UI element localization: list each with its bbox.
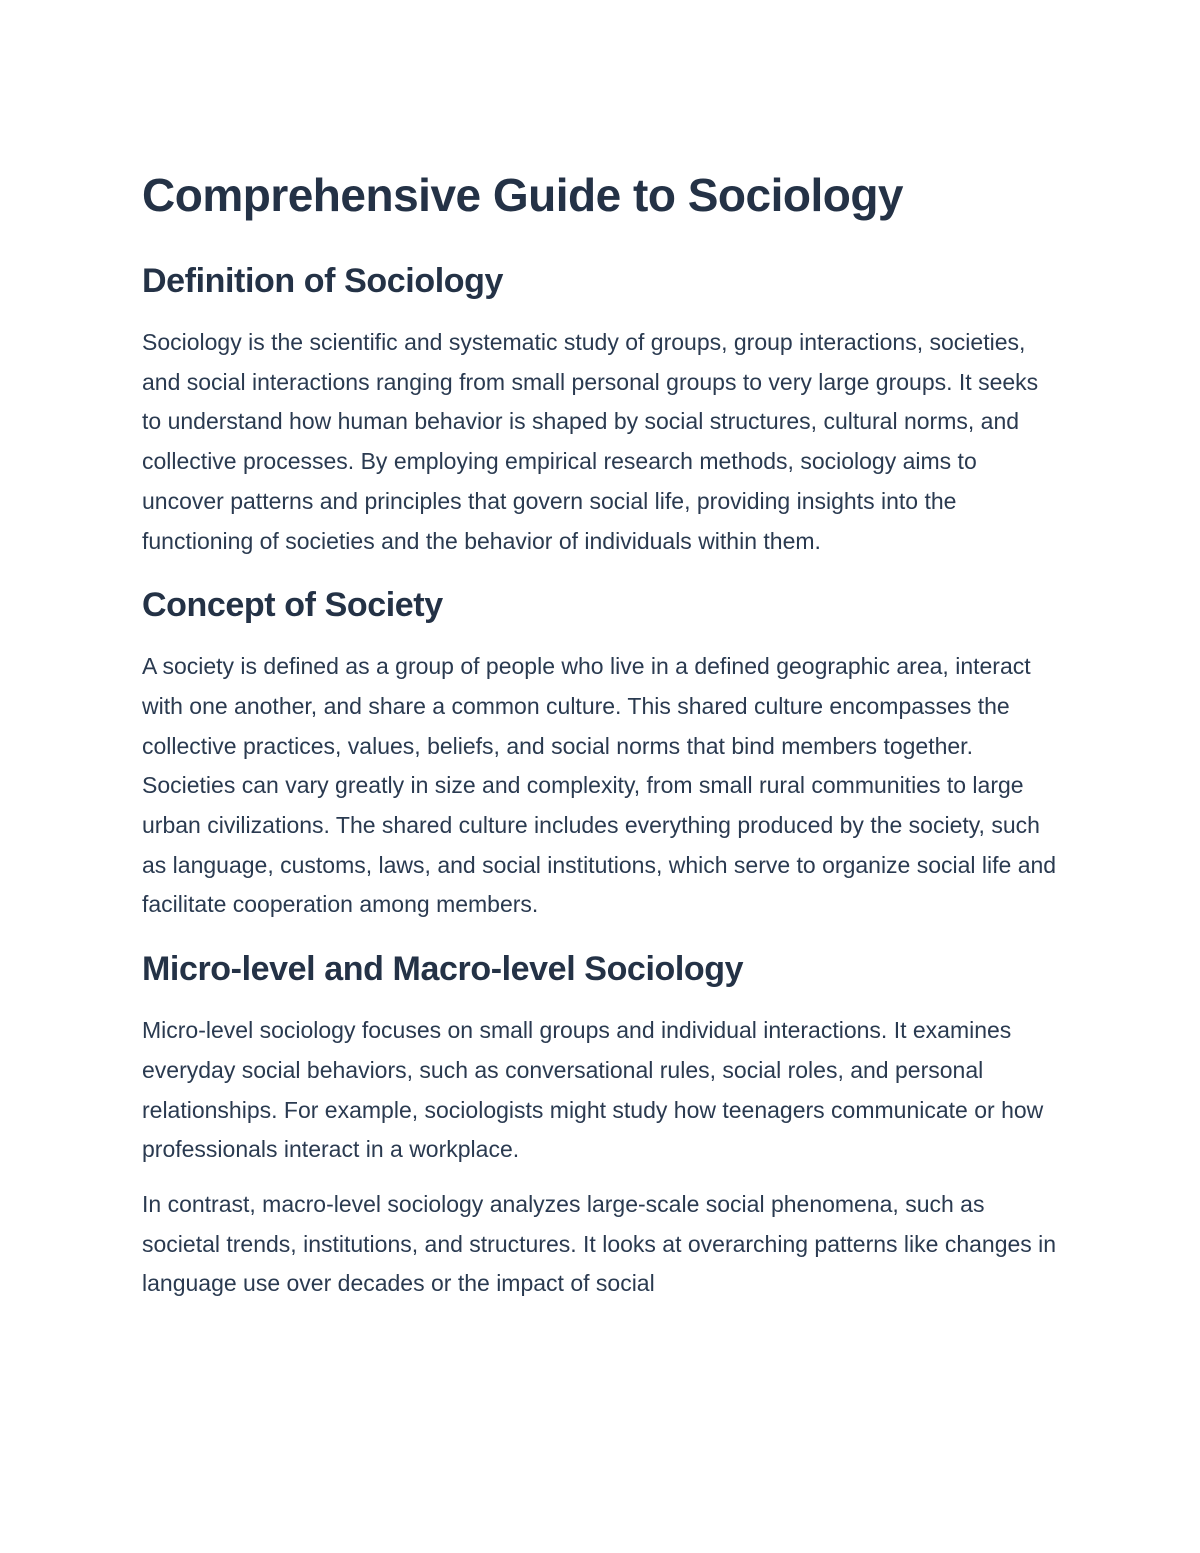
section-paragraph-micro: Micro-level sociology focuses on small groups and individual interactions. It examines everyday social behaviors, such as conversational rules, social roles, and personal relationships. For example, sociologists might study how teenagers communicate or how professionals interact in a workplace. (142, 1017, 1044, 1163)
section-paragraph-definition: Sociology is the scientific and systematic study of groups, group interactions, societies, and social interactions ranging from small personal groups to very large groups. It seeks to understand how human behavior is shaped by social structures, cultural norms, and collective processes. By employing empirical research methods, sociology aims to uncover patterns and principles that govern social life, providing insights into the functioning of societies and the behavior of individuals within them. (142, 329, 1039, 554)
section-heading-definition: Definition of Sociology (142, 262, 503, 300)
document-title: Comprehensive Guide to Sociology (142, 169, 904, 221)
section-heading-micro-macro: Micro-level and Macro-level Sociology (142, 950, 744, 989)
section-paragraph-society: A society is defined as a group of people who live in a defined geographic area, interact with one another, and share a common culture. This shared culture encompasses the collective practices, values, beliefs, and social norms that bind members together. Societies can vary greatly in size and complexity, from small rural communities to large urban civilizations. The shared culture includes everything produced by the society, such as language, customs, laws, and social institutions, which serve to organize social life and facilitate cooperation among members. (142, 653, 1057, 918)
document-page (142, 165, 1062, 1304)
section-heading-society: Concept of Society (142, 586, 443, 625)
section-paragraph-macro: In contrast, macro-level sociology analyzes large-scale social phenomena, such as societal trends, institutions, and structures. It looks at overarching patterns like changes in language use over decades or the impact of social (142, 1190, 1057, 1297)
